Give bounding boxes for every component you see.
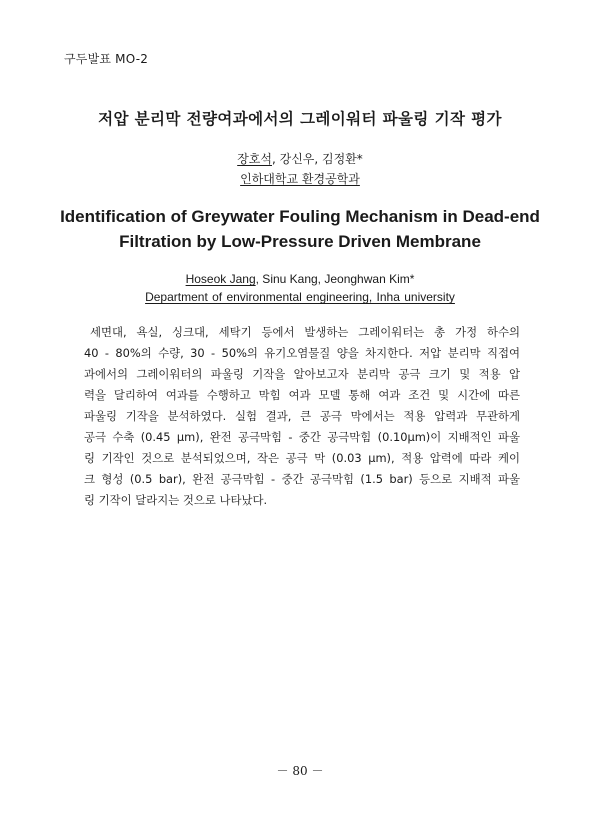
english-presenter-name: Hoseok Jang [185, 272, 256, 286]
english-title [0, 204, 600, 254]
english-title-line-1: Identification of Greywater Fouling Mechanism in Dead-end [60, 207, 540, 226]
english-affiliation [0, 290, 600, 304]
abstract-line: 크 형성 (0.5 bar), 완전 공극막힘 - 중간 공극막힘 (1.5 bar) 등으로 지배적 파울 [84, 472, 520, 486]
abstract-line: 력을 달리하여 여과를 수행하고 막힘 여과 모델 통해 여과 조건 및 시간에 따른 [84, 388, 520, 402]
abstract-line: 파울링 기작을 분석하였다. 실험 결과, 큰 공극 막에서는 적용 압력과 무관하게 [84, 409, 520, 423]
abstract-line: 40 - 80%의 수량, 30 - 50%의 유기오염물질 양을 차지한다. 저압 분리막 직접여 [84, 346, 520, 360]
abstract-line: 세면대, 욕실, 싱크대, 세탁기 등에서 발생하는 그레이워터는 총 가정 하수의 [90, 325, 520, 339]
english-affiliation-text: Department of environmental engineering, Inha university [145, 290, 455, 304]
session-label: 구두발표 MO-2 [64, 52, 149, 66]
abstract-body [84, 322, 520, 511]
english-title-line-2: Filtration by Low-Pressure Driven Membrane [119, 232, 481, 251]
abstract-line: 과에서의 그레이워터의 파울링 기작을 알아보고자 분리막 공극 크기 및 적용 압 [84, 367, 520, 381]
abstract-line: 공극 수축 (0.45 μm), 완전 공극막힘 - 중간 공극막힘 (0.10μm)이 지배적인 파울 [84, 430, 520, 444]
abstract-line: 링 기작인 것으로 분석되었으며, 작은 공극 막 (0.03 μm), 적용 압력에 따라 케이 [84, 451, 520, 465]
english-authors [0, 272, 600, 286]
korean-title: 저압 분리막 전량여과에서의 그레이워터 파울링 기작 평가 [98, 110, 502, 128]
korean-authors [0, 150, 600, 167]
korean-presenter-name: 장호석 [237, 152, 272, 166]
korean-affiliation-text: 인하대학교 환경공학과 [240, 172, 360, 186]
page-number: － 80 － [276, 764, 324, 778]
korean-affiliation [0, 170, 600, 187]
abstract-line: 링 기작이 달라지는 것으로 나타났다. [84, 493, 268, 507]
korean-coauthor-names: , 강신우, 김정환* [271, 152, 363, 166]
english-coauthor-names: , Sinu Kang, Jeonghwan Kim* [255, 272, 415, 286]
